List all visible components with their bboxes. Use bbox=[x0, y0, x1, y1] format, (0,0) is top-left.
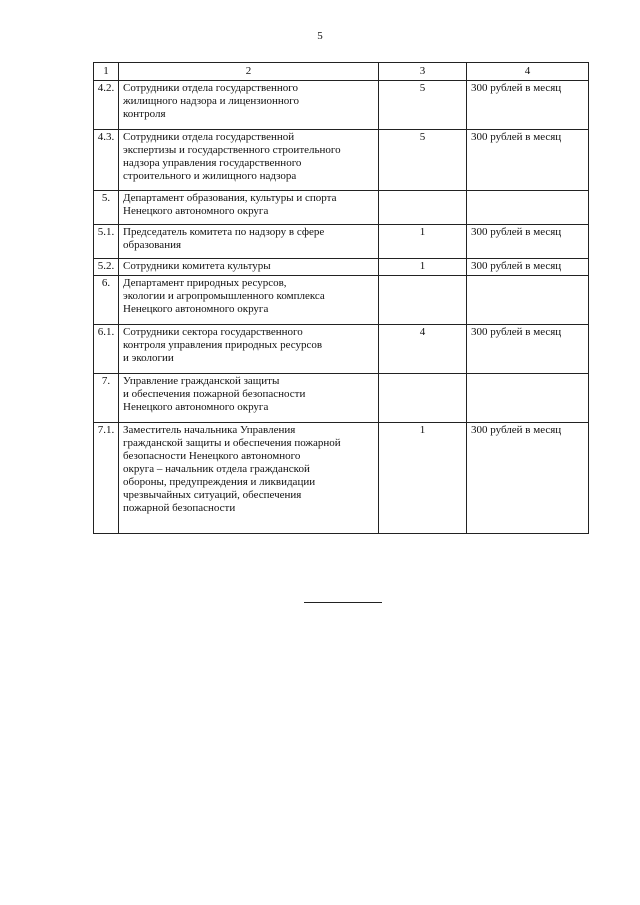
row-quantity: 5 bbox=[379, 130, 467, 191]
row-quantity bbox=[379, 374, 467, 423]
table-row bbox=[94, 423, 589, 534]
row-quantity bbox=[379, 276, 467, 325]
row-description: Сотрудники отдела государственного жилищного надзора и лицензионного контроля bbox=[119, 81, 379, 130]
row-description: Председатель комитета по надзору в сфере образования bbox=[119, 225, 379, 259]
column-header-2: 2 bbox=[119, 63, 379, 81]
row-payment: 300 рублей в месяц bbox=[467, 423, 589, 534]
row-payment: 300 рублей в месяц bbox=[467, 325, 589, 374]
row-quantity: 1 bbox=[379, 225, 467, 259]
table-row bbox=[94, 374, 589, 423]
table-row bbox=[94, 81, 589, 130]
row-payment: 300 рублей в месяц bbox=[467, 259, 589, 276]
row-number: 6. bbox=[94, 276, 119, 325]
row-payment bbox=[467, 276, 589, 325]
table-row bbox=[94, 191, 589, 225]
row-description: Сотрудники сектора государственного контроля управления природных ресурсов и экологии bbox=[119, 325, 379, 374]
row-description: Управление гражданской защиты и обеспечения пожарной безопасности Ненецкого автономного округа bbox=[119, 374, 379, 423]
row-quantity: 5 bbox=[379, 81, 467, 130]
row-number: 7. bbox=[94, 374, 119, 423]
row-number: 6.1. bbox=[94, 325, 119, 374]
row-quantity: 1 bbox=[379, 259, 467, 276]
row-number: 7.1. bbox=[94, 423, 119, 534]
column-header-1: 1 bbox=[94, 63, 119, 81]
row-payment: 300 рублей в месяц bbox=[467, 225, 589, 259]
page-number: 5 bbox=[317, 30, 323, 42]
end-of-document-rule bbox=[304, 602, 382, 603]
row-number: 4.2. bbox=[94, 81, 119, 130]
table-row bbox=[94, 276, 589, 325]
row-number: 5.1. bbox=[94, 225, 119, 259]
allowance-table bbox=[93, 62, 589, 534]
row-quantity: 1 bbox=[379, 423, 467, 534]
row-number: 5.2. bbox=[94, 259, 119, 276]
row-payment bbox=[467, 374, 589, 423]
row-description: Департамент природных ресурсов, экологии и агропромышленного комплекса Ненецкого автономного округа bbox=[119, 276, 379, 325]
table-row bbox=[94, 259, 589, 276]
column-header-3: 3 bbox=[379, 63, 467, 81]
table-row bbox=[94, 225, 589, 259]
table-row bbox=[94, 325, 589, 374]
row-description: Сотрудники комитета культуры bbox=[119, 259, 379, 276]
row-quantity: 4 bbox=[379, 325, 467, 374]
table-row bbox=[94, 130, 589, 191]
column-header-4: 4 bbox=[467, 63, 589, 81]
row-description: Департамент образования, культуры и спорта Ненецкого автономного округа bbox=[119, 191, 379, 225]
row-number: 5. bbox=[94, 191, 119, 225]
row-quantity bbox=[379, 191, 467, 225]
row-payment: 300 рублей в месяц bbox=[467, 81, 589, 130]
row-description: Сотрудники отдела государственной экспертизы и государственного строительного надзора управления государственного строительного и жилищного надзора bbox=[119, 130, 379, 191]
row-number: 4.3. bbox=[94, 130, 119, 191]
row-description: Заместитель начальника Управления гражданской защиты и обеспечения пожарной безопасности Ненецкого автономного округа – начальник отдела гражданской обороны, предупреждения и ликвидации чрезвычайных ситуаций, обеспечения пожарной безопасности bbox=[119, 423, 379, 534]
table-header-row bbox=[94, 63, 589, 81]
row-payment bbox=[467, 191, 589, 225]
row-payment: 300 рублей в месяц bbox=[467, 130, 589, 191]
